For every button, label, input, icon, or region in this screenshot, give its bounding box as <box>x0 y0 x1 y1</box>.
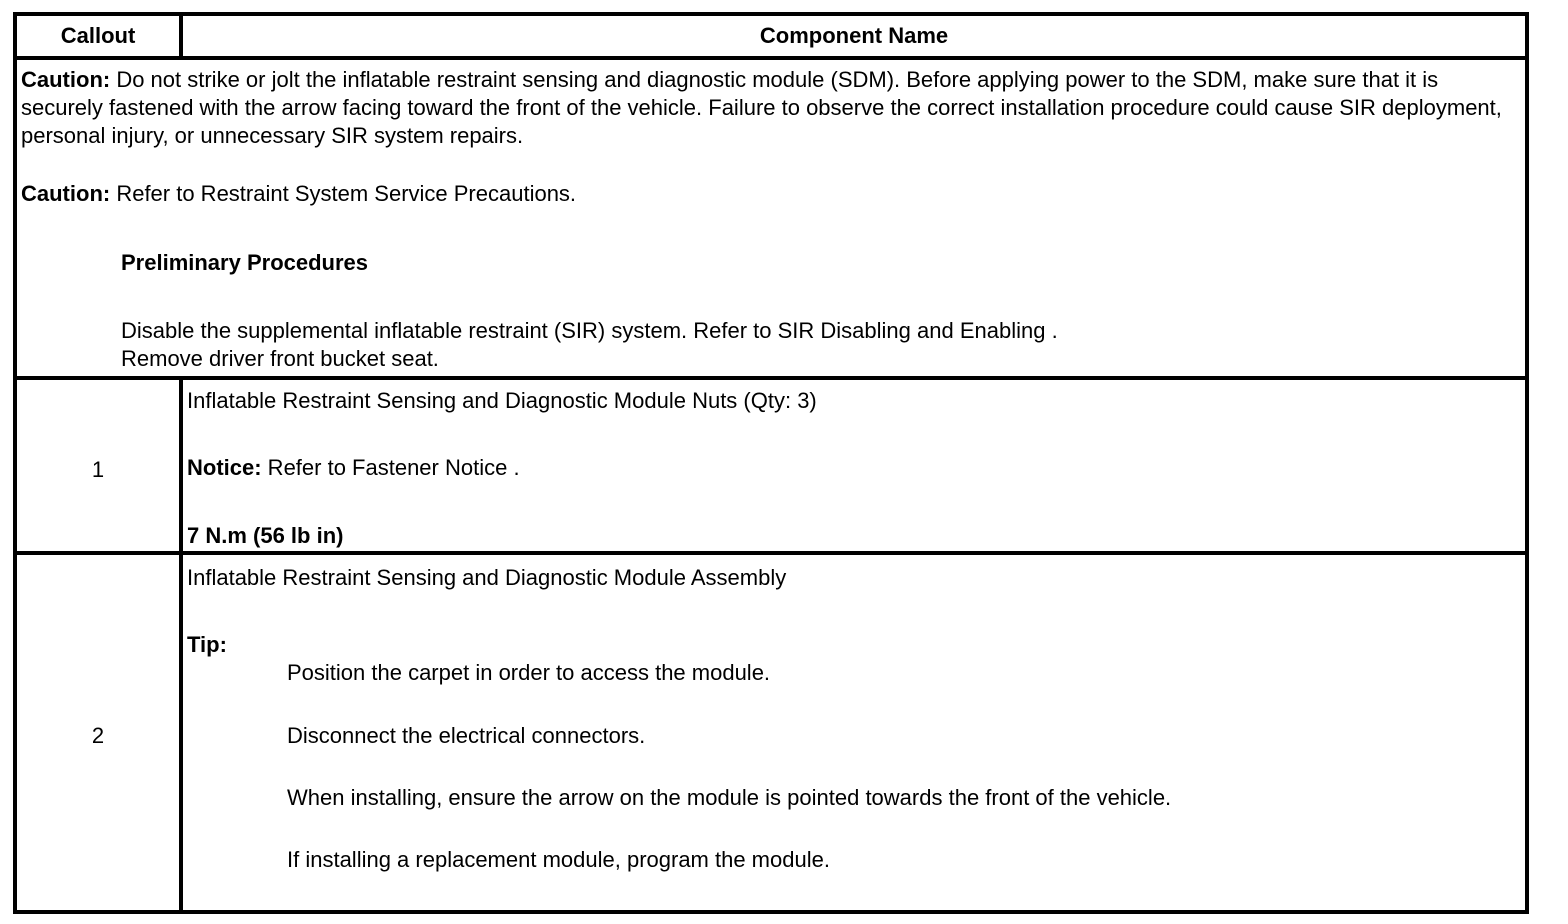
preliminary-procedures-title: Preliminary Procedures <box>121 250 369 275</box>
caution-label: Caution: <box>21 181 111 206</box>
notice-line <box>187 454 520 482</box>
component-table <box>13 12 1529 914</box>
callout-number: 1 <box>91 457 105 482</box>
preliminary-step: Remove driver front bucket seat. <box>121 346 439 371</box>
intro-divider <box>17 376 1525 380</box>
caution-text: Do not strike or jolt the inflatable restraint sensing and diagnostic module (SDM). Before applying power to the SDM, make sure that it is securely fastened with the arrow facing toward the front of the vehicle. Failure to observe the correct installation procedure could cause SIR deployment, personal injury, or unnecessary SIR system repairs. <box>21 67 1502 148</box>
header-divider <box>17 56 1525 60</box>
caution-text: Refer to Restraint System Service Precautions. <box>110 181 577 206</box>
component-name: Inflatable Restraint Sensing and Diagnostic Module Nuts (Qty: 3) <box>187 388 817 413</box>
tip-item: If installing a replacement module, program the module. <box>287 847 830 872</box>
body-column-divider <box>179 380 183 914</box>
tip-item: When installing, ensure the arrow on the module is pointed towards the front of the vehicle. <box>287 785 1172 810</box>
row-divider <box>17 551 1525 555</box>
caution-block-2 <box>21 180 1523 208</box>
callout-header: Callout <box>60 23 136 48</box>
torque-spec: 7 N.m (56 lb in) <box>187 523 344 548</box>
tip-item: Position the carpet in order to access the module. <box>287 660 771 685</box>
notice-text: Refer to Fastener Notice . <box>261 455 520 480</box>
component-name: Inflatable Restraint Sensing and Diagnostic Module Assembly <box>187 565 787 590</box>
component-name-header: Component Name <box>759 23 949 48</box>
caution-block <box>21 66 1523 150</box>
notice-label: Notice: <box>187 455 262 480</box>
caution-label: Caution: <box>21 67 111 92</box>
callout-number: 2 <box>91 723 105 748</box>
preliminary-step: Disable the supplemental inflatable restraint (SIR) system. Refer to SIR Disabling and Enabling . <box>121 318 1058 343</box>
tip-label: Tip: <box>187 632 227 657</box>
tip-item: Disconnect the electrical connectors. <box>287 723 646 748</box>
